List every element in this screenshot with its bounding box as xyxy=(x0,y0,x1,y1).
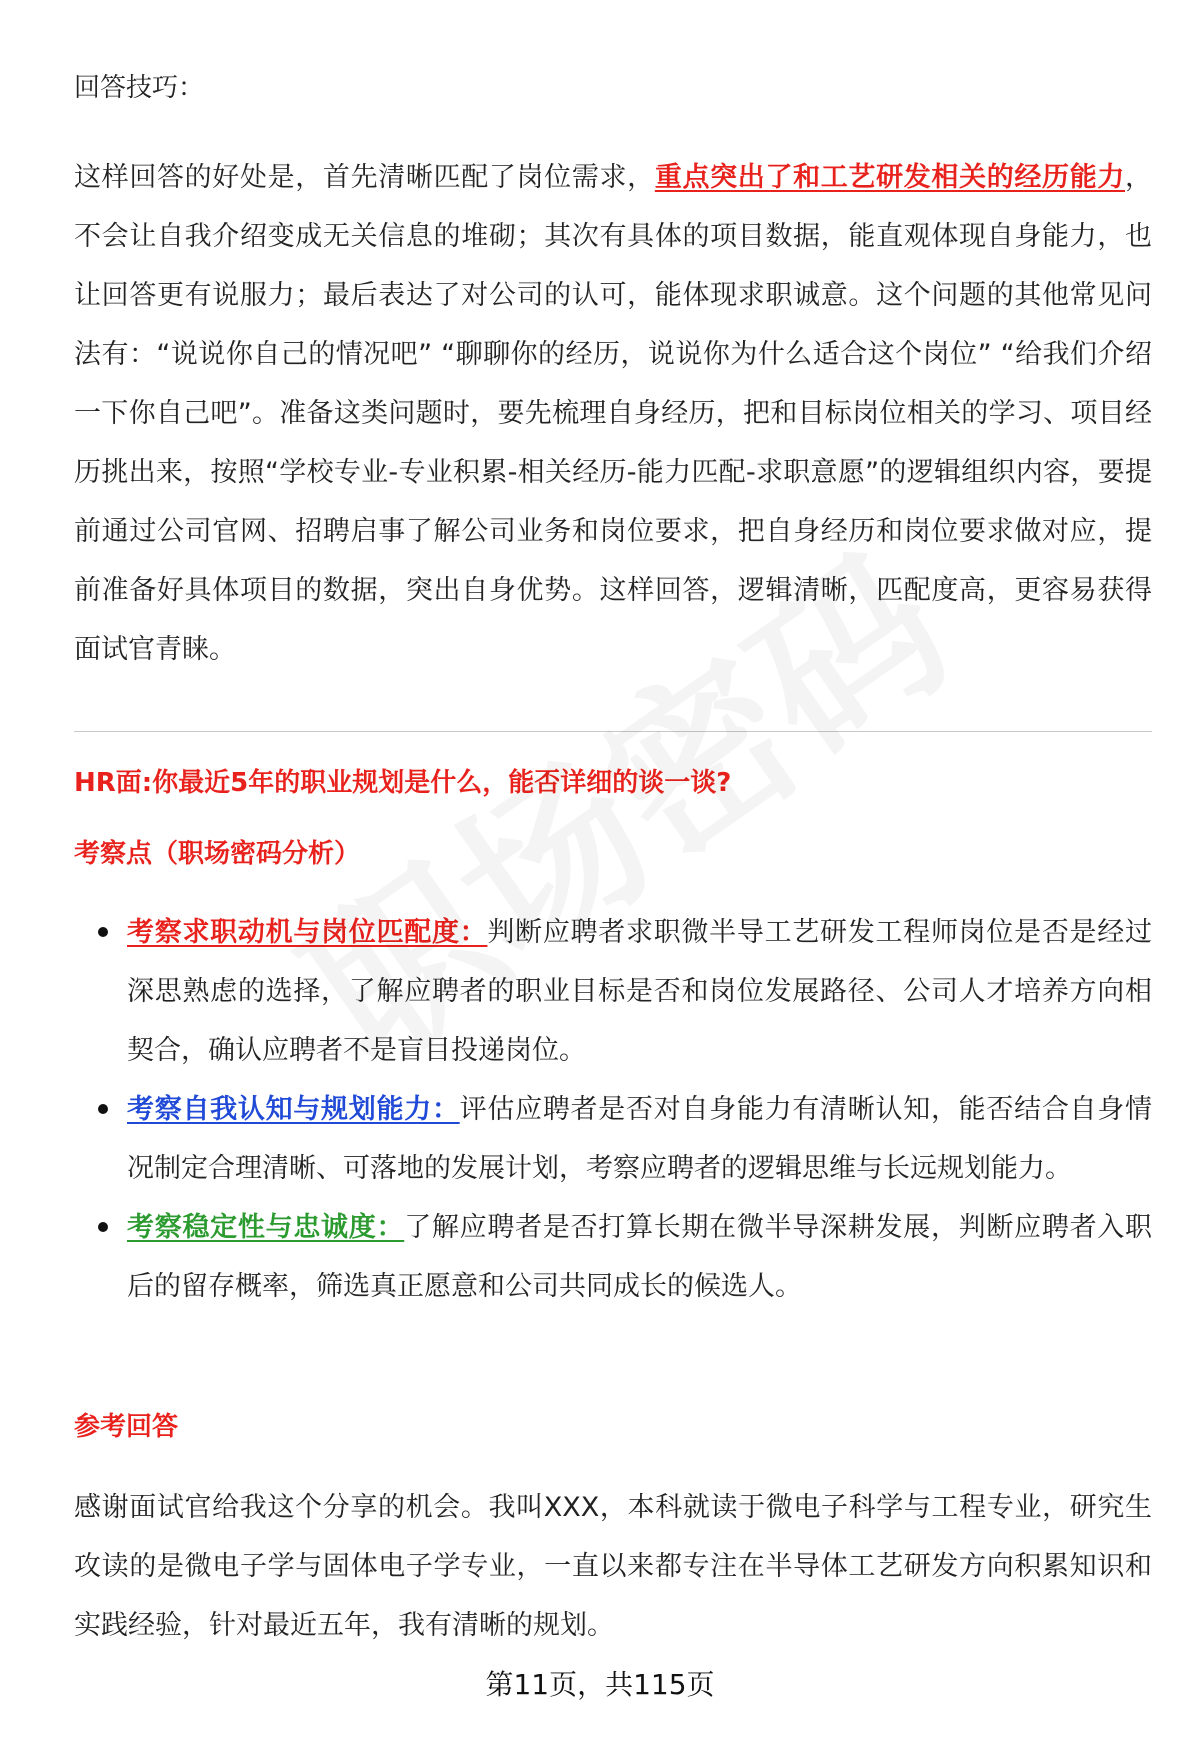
question-heading: HR面:你最近5年的职业规划是什么，能否详细的谈一谈? xyxy=(74,768,732,798)
bullet-dot-icon xyxy=(98,927,108,937)
answer-tips-paragraph xyxy=(74,148,1152,679)
bullet-dot-icon xyxy=(98,1104,108,1114)
answer-tips-text-before: 这样回答的好处是，首先清晰匹配了岗位需求， xyxy=(74,162,655,193)
reference-answer-heading: 参考回答 xyxy=(74,1412,179,1442)
bullet-text: 判断应聘者求职微半导工艺研发工程师岗位是否是经过深思熟虑的选择，了解应聘者的职业目标是否和岗位发展路径、公司人才培养方向相契合，确认应聘者不是盲目投递岗位。 xyxy=(127,917,1153,1066)
analysis-heading: 考察点（职场密码分析） xyxy=(74,839,361,869)
answer-tips-text-after: ，不会让自我介绍变成无关信息的堆砌；其次有具体的项目数据，能直观体现自身能力，也让回答更有说服力；最后表达了对公司的认可，能体现求职诚意。这个问题的其他常见问法有：“说说你自己的情况吧” “聊聊你的经历，说说你为什么适合这个岗位” “给我们介绍一下你自己吧”。准备这类问题时，要先梳理自身经历，把和目标岗位相关的学习、项目经历挑出来，按照“学校专业-专业积累-相关经历-能力匹配-求职意愿”的逻辑组织内容，要提前通过公司官网、招聘启事了解公司业务和岗位要求，把自身经历和岗位要求做对应，提前准备好具体项目的数据，突出自身优势。这样回答，逻辑清晰，匹配度高，更容易获得面试官青睐。 xyxy=(74,162,1153,665)
page-number-footer: 第11页，共115页 xyxy=(485,1668,715,1701)
analysis-list xyxy=(74,903,1152,1316)
section-divider xyxy=(74,731,1152,732)
list-item xyxy=(74,903,1152,1080)
list-item xyxy=(74,1198,1152,1316)
bullet-text: 了解应聘者是否打算长期在微半导深耕发展，判断应聘者入职后的留存概率，筛选真正愿意和公司共同成长的候选人。 xyxy=(127,1212,1153,1302)
answer-tips-highlight: 重点突出了和工艺研发相关的经历能力 xyxy=(654,162,1126,193)
bullet-dot-icon xyxy=(98,1222,108,1232)
reference-answer-paragraph: 感谢面试官给我这个分享的机会。我叫XXX，本科就读于微电子科学与工程专业，研究生攻读的是微电子学与固体电子学专业，一直以来都专注在半导体工艺研发方向积累知识和实践经验，针对最近五年，我有清晰的规划。 xyxy=(74,1492,1152,1641)
list-item xyxy=(74,1080,1152,1198)
bullet-text: 评估应聘者是否对自身能力有清晰认知，能否结合自身情况制定合理清晰、可落地的发展计划，考察应聘者的逻辑思维与长远规划能力。 xyxy=(127,1094,1153,1184)
bullet-keyword-self-awareness: 考察自我认知与规划能力： xyxy=(127,1094,460,1125)
answer-tips-label: 回答技巧： xyxy=(74,73,205,103)
bullet-keyword-motivation: 考察求职动机与岗位匹配度： xyxy=(127,917,488,948)
bullet-keyword-stability: 考察稳定性与忠诚度： xyxy=(127,1212,405,1243)
